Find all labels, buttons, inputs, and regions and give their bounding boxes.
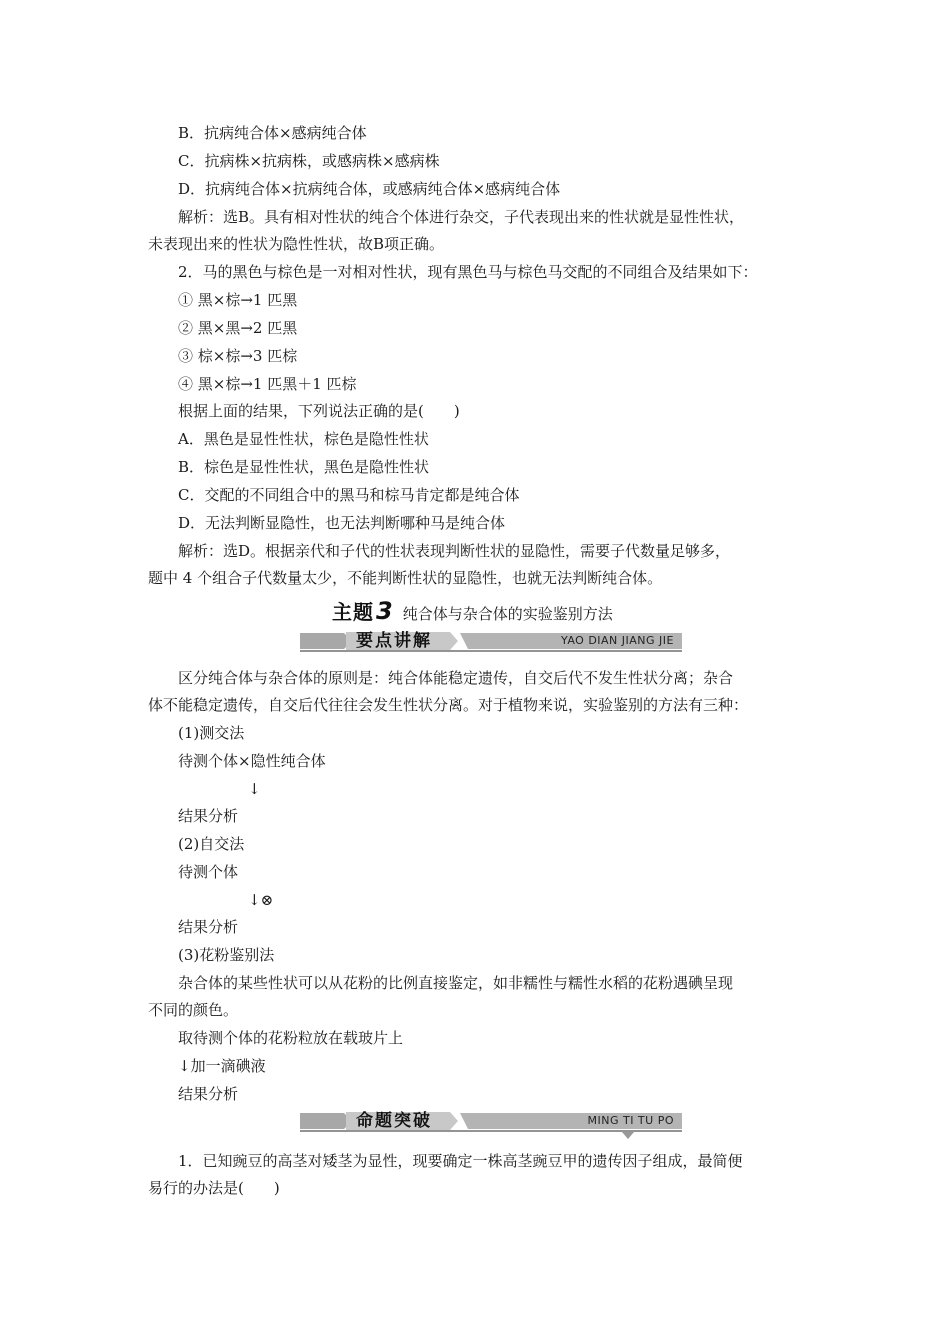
method-title: (3)花粉鉴别法	[178, 946, 275, 964]
method-result: 结果分析	[178, 918, 239, 936]
section-banner-questions	[300, 1110, 682, 1132]
topic-label: 主题	[332, 600, 374, 624]
question-prompt: 根据上面的结果，下列说法正确的是( )	[178, 402, 460, 420]
analysis-line: 解析：选B。具有相对性状的纯合个体进行杂交，子代表现出来的性状就是显性性状，	[178, 208, 745, 226]
paragraph-line: 区分纯合体与杂合体的原则是：纯合体能稳定遗传，自交后代不发生性状分离；杂合	[178, 669, 734, 687]
result-item: ② 黑×黑→2 匹黑	[178, 319, 298, 337]
selfing-arrow-icon: ↓⊗	[248, 891, 274, 909]
method-step: 待测个体	[178, 863, 239, 881]
banner-subtitle: YAO DIAN JIANG JIE	[560, 634, 674, 647]
down-arrow-icon: ↓	[248, 780, 261, 798]
down-arrow-icon: ↓加一滴碘液	[178, 1057, 266, 1075]
result-item: ③ 棕×棕→3 匹棕	[178, 347, 298, 365]
paragraph-line: 体不能稳定遗传，自交后代往往会发生性状分离。对于植物来说，实验鉴别的方法有三种：	[148, 696, 749, 714]
option-c: C．抗病株×抗病株，或感病株×感病株	[178, 152, 440, 170]
banner-title: 要点讲解	[356, 631, 432, 651]
result-item: ④ 黑×棕→1 匹黑＋1 匹棕	[178, 375, 357, 393]
method-title: (2)自交法	[178, 835, 245, 853]
question-stem: 2．马的黑色与棕色是一对相对性状，现有黑色马与棕色马交配的不同组合及结果如下：	[178, 263, 758, 281]
section-banner-key-points	[300, 630, 682, 652]
option-c: C．交配的不同组合中的黑马和棕马肯定都是纯合体	[178, 486, 520, 504]
option-d: D．无法判断显隐性，也无法判断哪种马是纯合体	[178, 514, 506, 532]
analysis-line: 题中 4 个组合子代数量太少，不能判断性状的显隐性，也就无法判断纯合体。	[148, 569, 663, 587]
method-result: 结果分析	[178, 1085, 239, 1103]
method-result: 结果分析	[178, 807, 239, 825]
paragraph-line: 杂合体的某些性状可以从花粉的比例直接鉴定，如非糯性与糯性水稻的花粉遇碘呈现	[178, 974, 734, 992]
paragraph-line: 不同的颜色。	[148, 1001, 239, 1019]
question-stem: 1．已知豌豆的高茎对矮茎为显性，现要确定一株高茎豌豆甲的遗传因子组成，最简便	[178, 1152, 743, 1170]
topic-number: 3	[376, 597, 393, 625]
option-d: D．抗病纯合体×抗病纯合体，或感病纯合体×感病纯合体	[178, 180, 561, 198]
question-stem: 易行的办法是( )	[148, 1179, 280, 1197]
option-a: A．黑色是显性性状，棕色是隐性性状	[178, 430, 429, 448]
result-item: ① 黑×棕→1 匹黑	[178, 291, 298, 309]
option-b: B．抗病纯合体×感病纯合体	[178, 124, 367, 142]
option-b: B．棕色是显性性状，黑色是隐性性状	[178, 458, 430, 476]
method-step: 取待测个体的花粉粒放在载玻片上	[178, 1029, 404, 1047]
banner-subtitle: MING TI TU PO	[587, 1114, 674, 1127]
banner-title: 命题突破	[356, 1111, 432, 1131]
topic-heading	[332, 596, 613, 626]
topic-title: 纯合体与杂合体的实验鉴别方法	[402, 605, 613, 623]
method-step: 待测个体×隐性纯合体	[178, 752, 326, 770]
analysis-line: 解析：选D。根据亲代和子代的性状表现判断性状的显隐性，需要子代数量足够多，	[178, 542, 731, 560]
analysis-line: 未表现出来的性状为隐性性状，故B项正确。	[148, 235, 445, 253]
method-title: (1)测交法	[178, 724, 245, 742]
